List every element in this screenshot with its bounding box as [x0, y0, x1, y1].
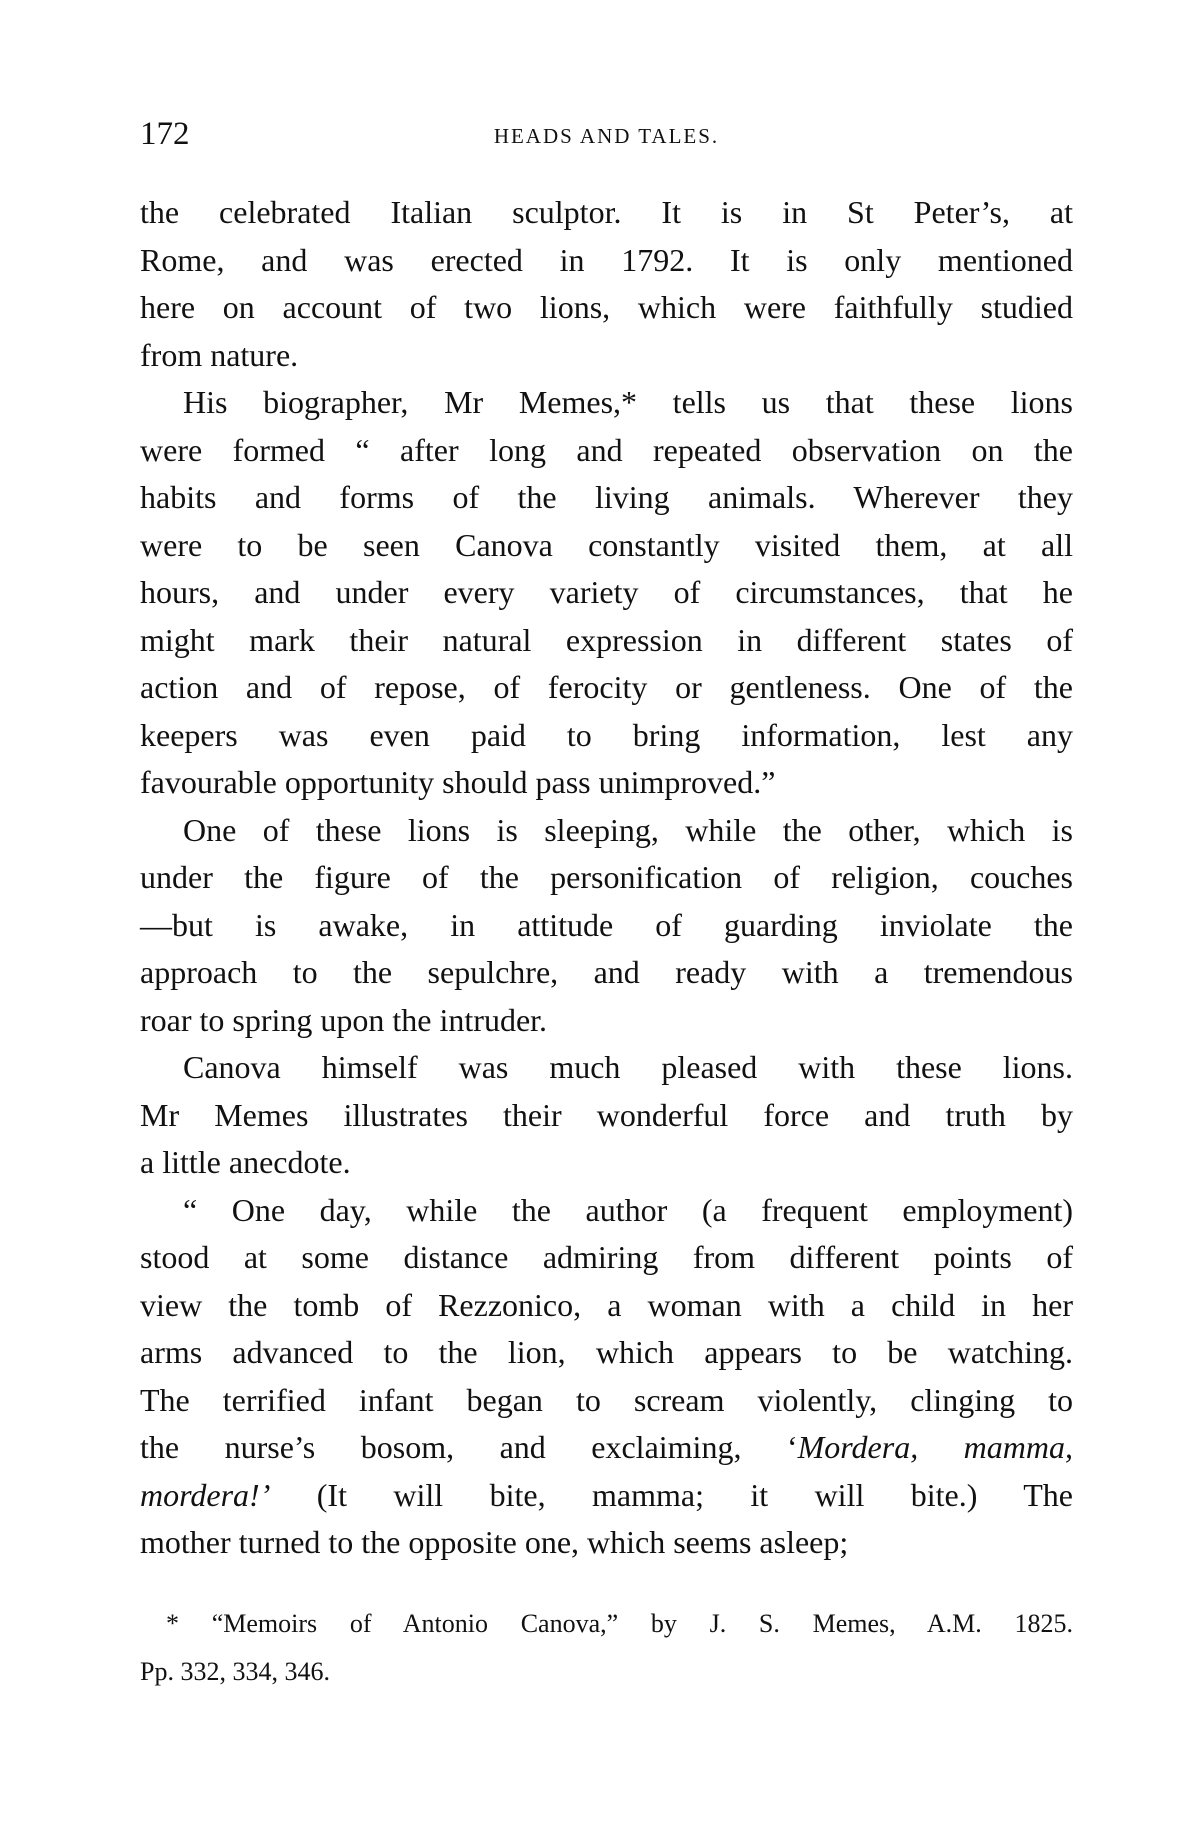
text-segment: from nature. [140, 336, 299, 373]
text-segment: approach to the sepulchre, and ready with a tremendous [140, 954, 1073, 990]
paragraph [140, 807, 1073, 1045]
paragraph [140, 1187, 1073, 1567]
text-segment: action and of repose, of ferocity or gentleness. One of the [140, 669, 1073, 705]
body-text [140, 189, 1073, 1567]
running-header [140, 112, 1073, 156]
text-segment: favourable opportunity should pass unimproved.” [140, 764, 776, 800]
text-segment: Mr Memes illustrates their wonderful force and truth by [140, 1096, 1073, 1133]
text-line [140, 189, 1073, 237]
text-line [140, 1187, 1073, 1235]
text-segment: The terrified infant began to scream violently, clinging to [140, 1381, 1073, 1418]
text-segment: under the figure of the personification of religion, couches [140, 859, 1073, 895]
text-segment: Rome, and was erected in 1792. It is only mentioned [140, 241, 1073, 278]
text-segment: were to be seen Canova constantly visited them, at all [140, 526, 1073, 563]
text-segment: the nurse’s bosom, and exclaiming, ‘ [140, 1429, 798, 1465]
text-line [140, 379, 1073, 427]
text-line [140, 569, 1073, 617]
footnote-line: * “Memoirs of Antonio Canova,” by J. S. Memes, A.M. 1825. [166, 1609, 1073, 1638]
text-segment: hours, and under every variety of circumstances, that he [140, 574, 1073, 610]
text-line [140, 474, 1073, 522]
text-line [140, 427, 1073, 475]
text-segment: (It will bite, mamma; it will bite.) The [270, 1476, 1073, 1513]
text-segment: Canova himself was much pleased with these lions. [183, 1049, 1073, 1085]
text-segment: keepers was even paid to bring information, lest any [140, 716, 1073, 753]
text-line [140, 284, 1073, 332]
text-line [140, 1377, 1073, 1425]
footnote-line: Pp. 332, 334, 346. [140, 1656, 330, 1686]
italic-text: Mordera, mamma, [797, 1429, 1074, 1465]
text-segment: the celebrated Italian sculptor. It is in St Peter’s, at [140, 194, 1073, 230]
text-segment: “ One day, while the author (a frequent employment) [183, 1191, 1073, 1228]
italic-text: mordera!’ [140, 1476, 271, 1513]
text-line [140, 617, 1073, 665]
text-segment: One of these lions is sleeping, while the other, which is [183, 811, 1073, 848]
text-segment: stood at some distance admiring from different points of [140, 1239, 1073, 1275]
text-segment: were formed “ after long and repeated observation on the [140, 431, 1073, 468]
text-segment: arms advanced to the lion, which appears to be watching. [140, 1334, 1073, 1370]
text-segment: —but is awake, in attitude of guarding inviolate the [140, 906, 1073, 943]
text-line [140, 237, 1073, 285]
text-line [140, 759, 1073, 807]
text-line [140, 1424, 1073, 1472]
text-line [140, 1282, 1073, 1330]
text-line [140, 997, 1073, 1045]
text-segment: view the tomb of Rezzonico, a woman with a child in her [140, 1286, 1073, 1323]
text-segment: habits and forms of the living animals. Wherever they [140, 479, 1073, 515]
text-line [140, 807, 1073, 855]
text-segment: here on account of two lions, which were faithfully studied [140, 289, 1073, 325]
text-segment: a little anecdote. [140, 1144, 351, 1180]
text-line [140, 1092, 1073, 1140]
paragraph [140, 379, 1073, 807]
text-line [140, 1519, 1073, 1567]
text-line [140, 949, 1073, 997]
text-line [140, 712, 1073, 760]
text-segment: mother turned to the opposite one, which seems asleep; [140, 1524, 849, 1560]
text-line [140, 1234, 1073, 1282]
text-line [140, 522, 1073, 570]
paragraph [140, 1044, 1073, 1187]
text-line [140, 902, 1073, 950]
text-line [140, 332, 1073, 380]
text-segment: His biographer, Mr Memes,* tells us that these lions [183, 384, 1073, 420]
page-number: 172 [140, 116, 190, 152]
text-line [140, 854, 1073, 902]
text-segment: might mark their natural expression in different states of [140, 621, 1073, 658]
text-line [140, 664, 1073, 712]
paragraph [140, 189, 1073, 379]
footnote [140, 1601, 1073, 1696]
text-line [140, 1139, 1073, 1187]
running-title: HEADS AND TALES. [493, 124, 720, 148]
text-line [140, 1329, 1073, 1377]
text-line [140, 1472, 1073, 1520]
text-segment: roar to spring upon the intruder. [140, 1001, 548, 1038]
text-line [140, 1044, 1073, 1092]
